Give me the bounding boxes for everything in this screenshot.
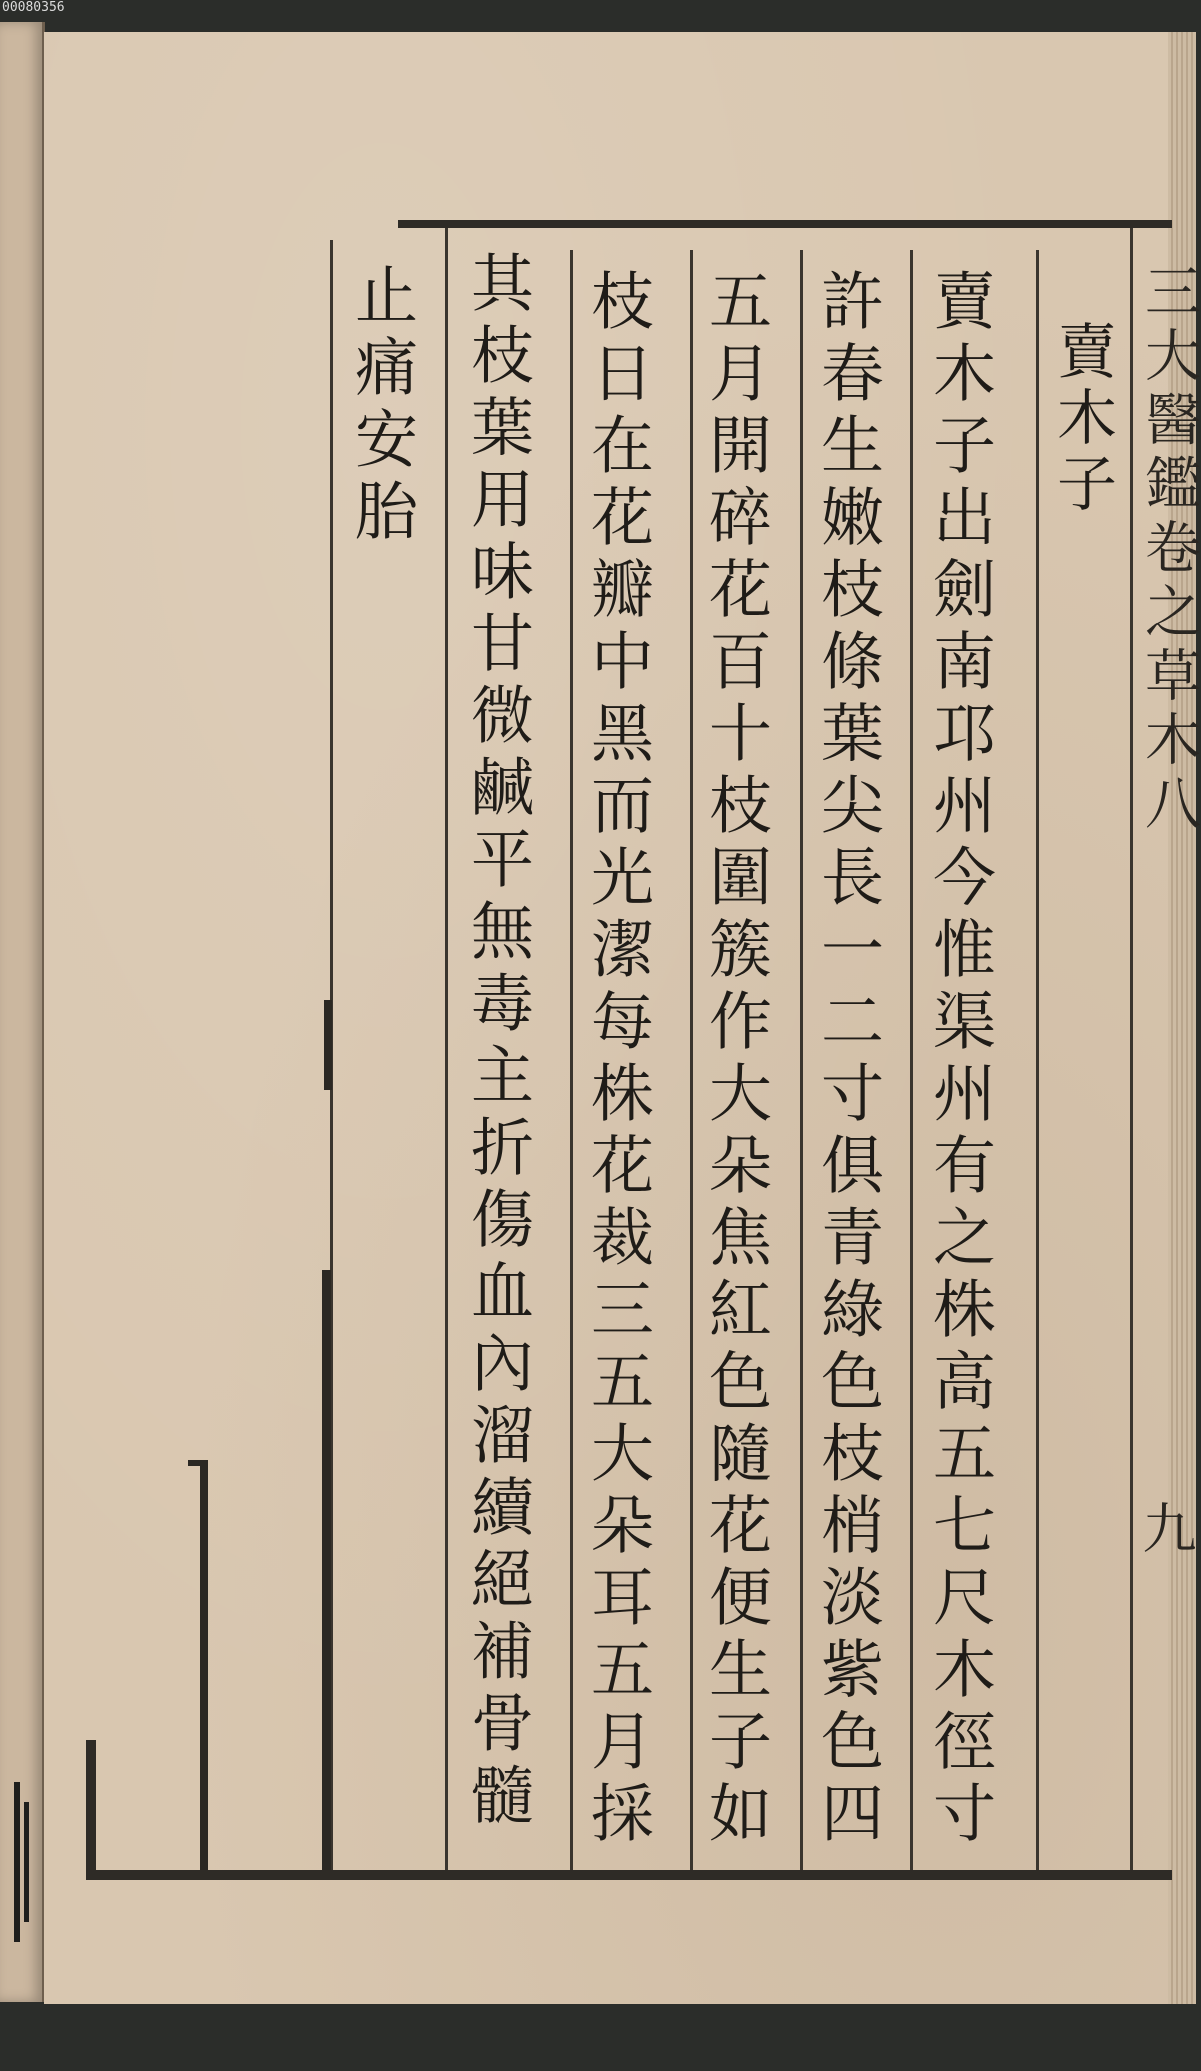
frame-bottom-border bbox=[86, 1870, 1172, 1880]
frame-heavy-bar bbox=[322, 1270, 331, 1870]
text-column: 枝日在花瓣中黑而光潔每株花裁三五大朵耳五月採 bbox=[581, 268, 654, 1852]
text-column: 許春生嫩枝條葉尖長一二寸俱青綠色枝梢淡紫色四 bbox=[811, 268, 884, 1852]
running-title: 三大醫鑑卷之草木八 bbox=[1136, 262, 1201, 838]
previous-page-ink-mark bbox=[14, 1782, 20, 1942]
frame-heavy-bar bbox=[188, 1460, 208, 1466]
frame-heavy-bar bbox=[200, 1460, 208, 1870]
column-rule bbox=[570, 250, 573, 1870]
scan-id-label: 00080356 bbox=[2, 0, 65, 15]
text-column: 其枝葉用味甘微鹹平無毒主折傷血內溜續絕補骨髓 bbox=[461, 250, 534, 1834]
text-column: 賣木子出劍南邛州今惟渠州有之株高五七尺木徑寸 bbox=[923, 268, 996, 1852]
page-number: 九 bbox=[1134, 1500, 1197, 1554]
column-rule bbox=[1130, 228, 1133, 1870]
column-rule bbox=[690, 250, 693, 1870]
frame-heavy-bar bbox=[324, 1000, 332, 1090]
previous-page-edge bbox=[0, 22, 45, 2002]
text-column: 五月開碎花百十枝圍簇作大朵焦紅色隨花便生子如 bbox=[699, 268, 772, 1852]
column-rule bbox=[800, 250, 803, 1870]
previous-page-ink-mark bbox=[24, 1802, 29, 1922]
frame-top-border bbox=[398, 220, 1172, 228]
column-rule bbox=[1036, 250, 1039, 1870]
entry-title: 賣木子 bbox=[1047, 320, 1117, 518]
column-rule bbox=[445, 228, 448, 1870]
column-rule bbox=[910, 250, 913, 1870]
text-column: 止痛安胎 bbox=[345, 262, 418, 550]
frame-left-border bbox=[86, 1740, 96, 1878]
